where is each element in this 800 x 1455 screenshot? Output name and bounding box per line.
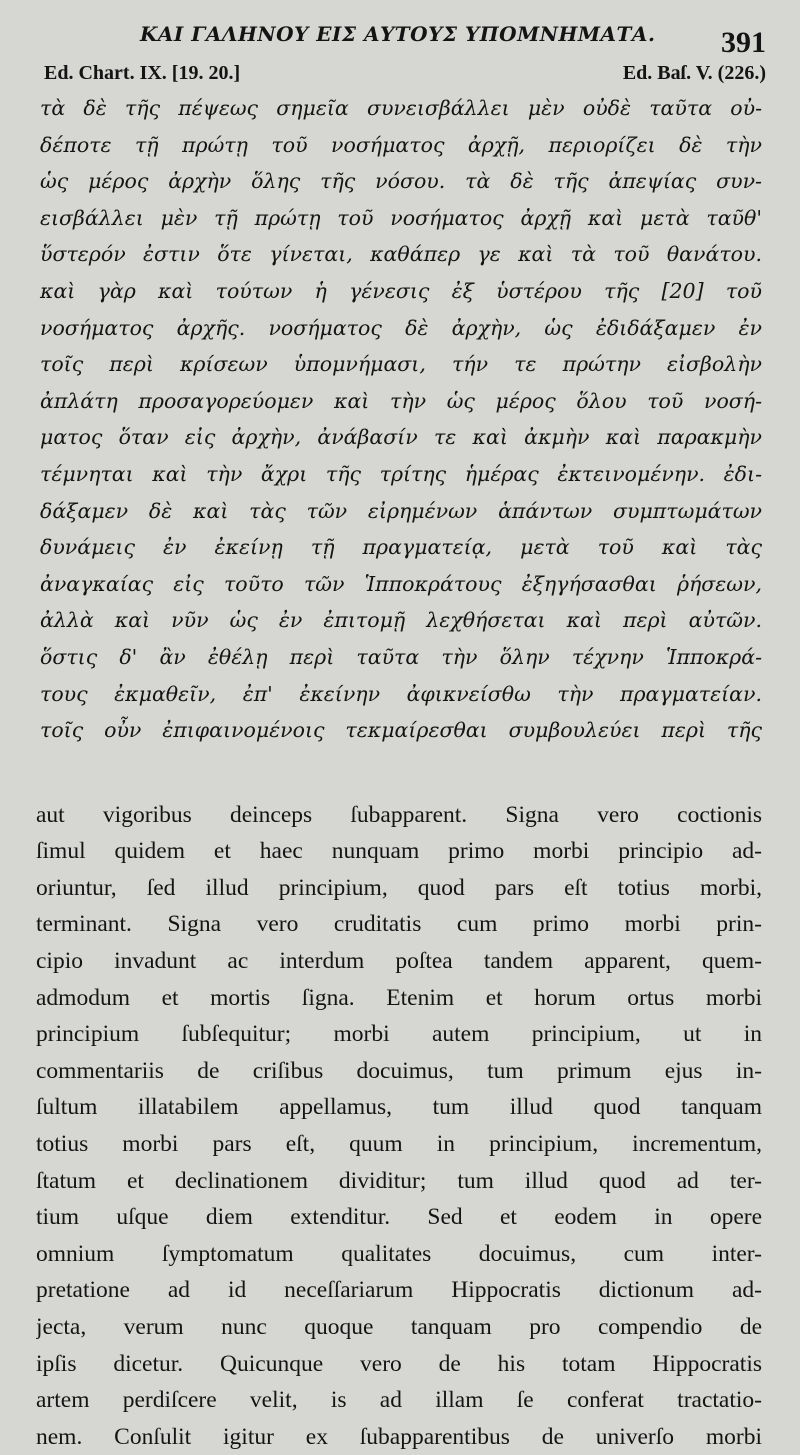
greek-line: τοῖς οὖν ἐπιφαινομένοις τεκμαίρεσθαι συμβουλεύει περὶ τῆς [40, 718, 762, 743]
greek-line: εισβάλλει μὲν τῇ πρώτῃ τοῦ νοσήματος ἀρχῇ καὶ μετὰ ταῦθ' [40, 205, 762, 230]
latin-line: jecta, verum nunc quoque tanquam pro compendio de [36, 1314, 762, 1340]
latin-line: terminant. Signa vero cruditatis cum primo morbi prin- [36, 911, 762, 938]
latin-line: admodum et mortis ſigna. Etenim et horum ortus morbi [36, 984, 762, 1011]
latin-line: principium ſubſequitur; morbi autem principium, ut in [36, 1021, 762, 1048]
latin-line: nem. Conſulit igitur ex ſubapparentibus de univerſo morbi [36, 1423, 762, 1450]
latin-line: ſtatum et declinationem dividitur; tum illud quod ad ter- [36, 1167, 762, 1194]
latin-line: ſimul quidem et haec nunquam primo morbi principio ad- [36, 838, 762, 865]
latin-line: ipſis dicetur. Quicunque vero de his totam Hippocratis [36, 1350, 762, 1377]
latin-line: oriuntur, ſed illud principium, quod pars eſt totius morbi, [36, 874, 762, 901]
latin-line: ſultum illatabilem appellamus, tum illud quod tanquam [36, 1094, 762, 1121]
greek-line: τὰ δὲ τῆς πέψεως σημεῖα συνεισβάλλει μὲν οὐδὲ ταῦτα οὐ- [40, 96, 762, 120]
section-gap [36, 749, 762, 797]
greek-text-block [36, 90, 762, 749]
greek-line: τους ἐκμαθεῖν, ἐπ' ἐκείνην ἀφικνείσθω τὴν πραγματείαν. [40, 681, 762, 706]
latin-line: pretatione ad id neceſſariarum Hippocratis dictionum ad- [36, 1277, 762, 1304]
latin-line: cipio invadunt ac interdum poſtea tandem apparent, quem- [36, 948, 762, 975]
page-header [36, 0, 766, 59]
latin-line: commentariis de criſibus docuimus, tum primum ejus in- [36, 1057, 762, 1084]
greek-line: τέμνηται καὶ τὴν ἄχρι τῆς τρίτης ἡμέρας ἐκτεινομένην. ἐδι- [40, 461, 762, 486]
greek-line: ἀλλὰ καὶ νῦν ὡς ἐν ἐπιτομῇ λεχθήσεται καὶ περὶ αὐτῶν. [40, 608, 762, 633]
latin-line: artem perdiſcere velit, is ad illam ſe conferat tractatio- [36, 1387, 762, 1414]
edition-chart-reference: Ed. Chart. IX. [19. 20.] [44, 62, 241, 84]
greek-line: ἀναγκαίας εἰς τοῦτο τῶν Ἱπποκράτους ἐξηγήσασθαι ῥήσεων, [40, 571, 762, 596]
latin-line: omnium ſymptomatum qualitates docuimus, cum inter- [36, 1240, 762, 1267]
greek-line: δυνάμεις ἐν ἐκείνῃ τῇ πραγματείᾳ, μετὰ τοῦ καὶ τὰς [40, 535, 762, 560]
greek-line: ὡς μέρος ἀρχὴν ὅλης τῆς νόσου. τὰ δὲ τῆς ἀπεψίας συν- [40, 169, 762, 194]
greek-line: δάξαμεν δὲ καὶ τὰς τῶν εἰρημένων ἁπάντων συμπτωμάτων [40, 498, 762, 523]
greek-line: νοσήματος ἀρχῆς. νοσήματος δὲ ἀρχὴν, ὡς ἐδιδάξαμεν ἐν [40, 315, 762, 340]
greek-line: δέποτε τῇ πρώτῃ τοῦ νοσήματος ἀρχῇ, περιορίζει δὲ τὴν [40, 132, 762, 157]
page-number: 391 [721, 26, 766, 59]
latin-text-block [36, 797, 762, 1455]
greek-line: ματος ὅταν εἰς ἀρχὴν, ἀνάβασίν τε καὶ ἀκμὴν καὶ παρακμὴν [40, 425, 762, 450]
running-title: ΚΑΙ ΓΑΛΗΝΟΥ ΕΙΣ ΑΥΤΟΥΣ ΥΠΟΜΝΗΜΑΤΑ. [140, 22, 656, 46]
edition-basel-reference: Ed. Baſ. V. (226.) [622, 62, 766, 84]
edition-reference-line [36, 58, 766, 90]
latin-line: tium uſque diem extenditur. Sed et eodem in opere [36, 1204, 762, 1231]
greek-line: τοῖς περὶ κρίσεων ὑπομνήμασι, τήν τε πρώτην εἰσβολὴν [40, 352, 762, 377]
greek-line: καὶ γὰρ καὶ τούτων ἡ γένεσις ἐξ ὑστέρου τῆς [20] τοῦ [40, 278, 762, 303]
greek-line: ἀπλάτη προσαγορεύομεν καὶ τὴν ὡς μέρος ὅλου τοῦ νοσή- [40, 388, 762, 413]
greek-line: ὅστις δ' ἂν ἐθέλῃ περὶ ταῦτα τὴν ὅλην τέχνην Ἱπποκρά- [40, 644, 762, 669]
latin-line: aut vigoribus deinceps ſubapparent. Signa vero coctionis [36, 801, 762, 828]
greek-line: ὕστερόν ἐστιν ὅτε γίνεται, καθάπερ γε καὶ τὰ τοῦ θανάτου. [40, 242, 762, 267]
latin-line: totius morbi pars eſt, quum in principium, incrementum, [36, 1131, 762, 1158]
